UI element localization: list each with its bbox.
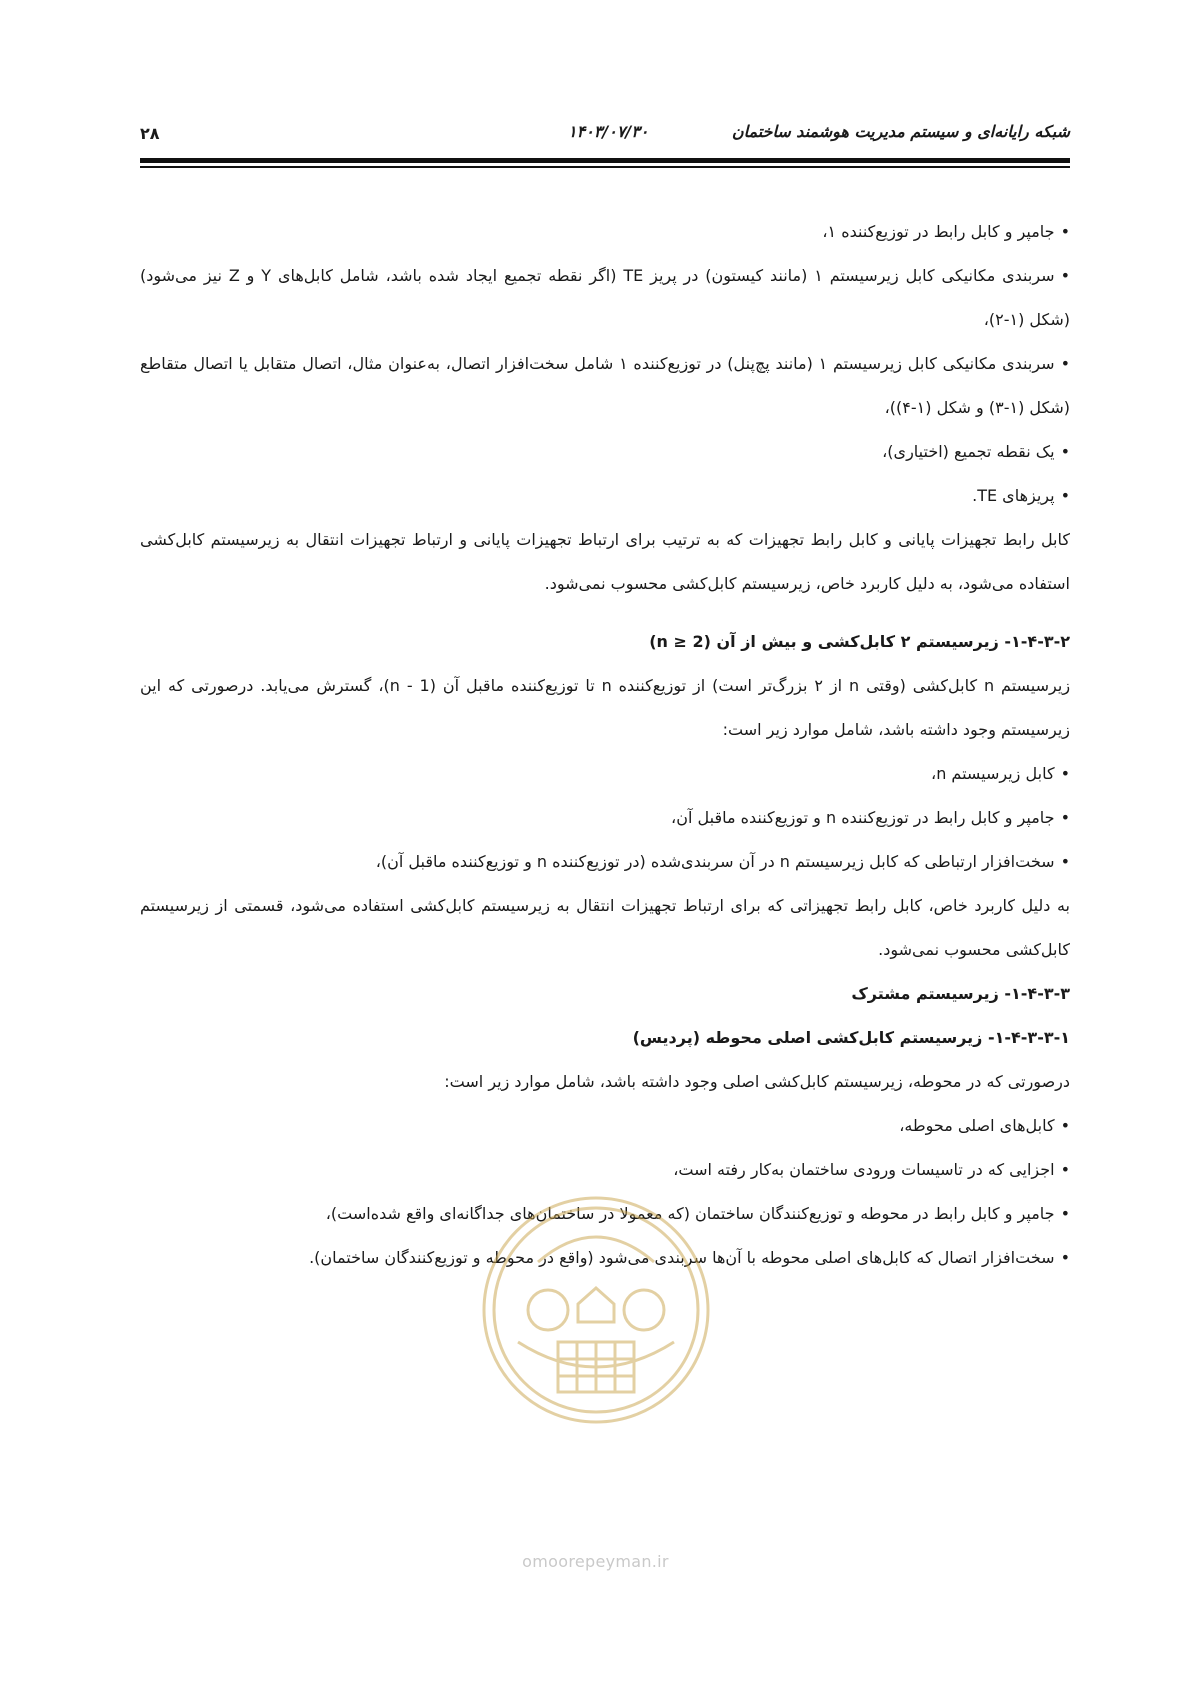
list-item: •پریزهای TE. (972, 486, 1070, 505)
header-rule-thick (140, 158, 1070, 163)
list-item: •سخت‌افزار ارتباطی که کابل زیرسیستم n در آن سربندی‌شده (در توزیع‌کننده n و توزیع‌کننده ماقبل آن)، (375, 852, 1070, 871)
page-header (140, 118, 1070, 148)
paragraph: به دلیل کاربرد خاص، کابل رابط تجهیزاتی که برای ارتباط تجهیزات انتقال به زیرسیستم کابل‌کشی استفاده می‌شود، قسمتی از زیرسیستم کابل‌کشی محسوب نمی‌شود. (140, 896, 1070, 959)
list-item: •کابل‌های اصلی محوطه، (899, 1116, 1070, 1135)
list-item: •سخت‌افزار اتصال که کابل‌های اصلی محوطه با آن‌ها سربندی می‌شود (واقع در محوطه و توزیع‌کنندگان ساختمان). (309, 1248, 1070, 1267)
header-title: شبکه رایانه‌ای و سیستم مدیریت هوشمند ساختمان (731, 122, 1070, 141)
list-item: •اجزایی که در تاسیسات ورودی ساختمان به‌کار رفته است، (673, 1160, 1070, 1179)
header-rule-thin (140, 166, 1070, 168)
paragraph: درصورتی که در محوطه، زیرسیستم کابل‌کشی اصلی وجود داشته باشد، شامل موارد زیر است: (444, 1072, 1070, 1091)
list-item: •یک نقطه تجمیع (اختیاری)، (882, 442, 1070, 461)
page-number: ۲۸ (140, 124, 160, 143)
watermark-url: omoorepeyman.ir (522, 1552, 669, 1571)
list-item: •کابل زیرسیستم n، (931, 764, 1070, 783)
paragraph: زیرسیستم n کابل‌کشی (وقتی n از ۲ بزرگ‌تر است) از توزیع‌کننده n تا توزیع‌کننده ماقبل آن (n - 1)، گسترش می‌یابد. درصورتی که این زیرسیستم وجود داشته باشد، شامل موارد زیر است: (140, 676, 1071, 739)
section-heading: ۱-۴-۳-۲- زیرسیستم ۲ کابل‌کشی و بیش از آن (n ≥ 2) (649, 632, 1070, 651)
list-item: •سربندی مکانیکی کابل زیرسیستم ۱ (مانند کیستون) در پریز TE (اگر نقطه تجمیع ایجاد شده باشد، شامل کابل‌های Y و Z نیز می‌شود) (شکل (۱-۲)، (140, 266, 1071, 329)
body-text (140, 210, 1070, 1280)
list-item: •جامپر و کابل رابط در محوطه و توزیع‌کنندگان ساختمان (که معمولا در ساختمان‌های جداگانه‌ای واقع شده‌است)، (325, 1204, 1070, 1223)
header-date: ۱۴۰۳/۰۷/۳۰ (568, 122, 649, 141)
watermark-seal (478, 1192, 714, 1428)
list-item: •جامپر و کابل رابط در توزیع‌کننده ۱، (822, 222, 1070, 241)
section-heading: ۱-۴-۳-۳- زیرسیستم مشترک (851, 984, 1070, 1003)
list-item: •جامپر و کابل رابط در توزیع‌کننده n و توزیع‌کننده ماقبل آن، (671, 808, 1070, 827)
list-item: •سربندی مکانیکی کابل زیرسیستم ۱ (مانند پچ‌پنل) در توزیع‌کننده ۱ شامل سخت‌افزار اتصال، به‌عنوان مثال، اتصال متقابل یا اتصال متقاطع (شکل (۱-۳) و شکل (۱-۴))، (140, 354, 1070, 417)
subsection-heading: ۱-۴-۳-۳-۱- زیرسیستم کابل‌کشی اصلی محوطه (پردیس) (632, 1028, 1070, 1047)
paragraph: کابل رابط تجهیزات پایانی و کابل رابط تجهیزات که به ترتیب برای ارتباط تجهیزات پایانی و ارتباط تجهیزات انتقال به زیرسیستم کابل‌کشی استفاده می‌شود، به دلیل کاربرد خاص، زیرسیستم کابل‌کشی محسوب نمی‌شود. (140, 530, 1070, 593)
